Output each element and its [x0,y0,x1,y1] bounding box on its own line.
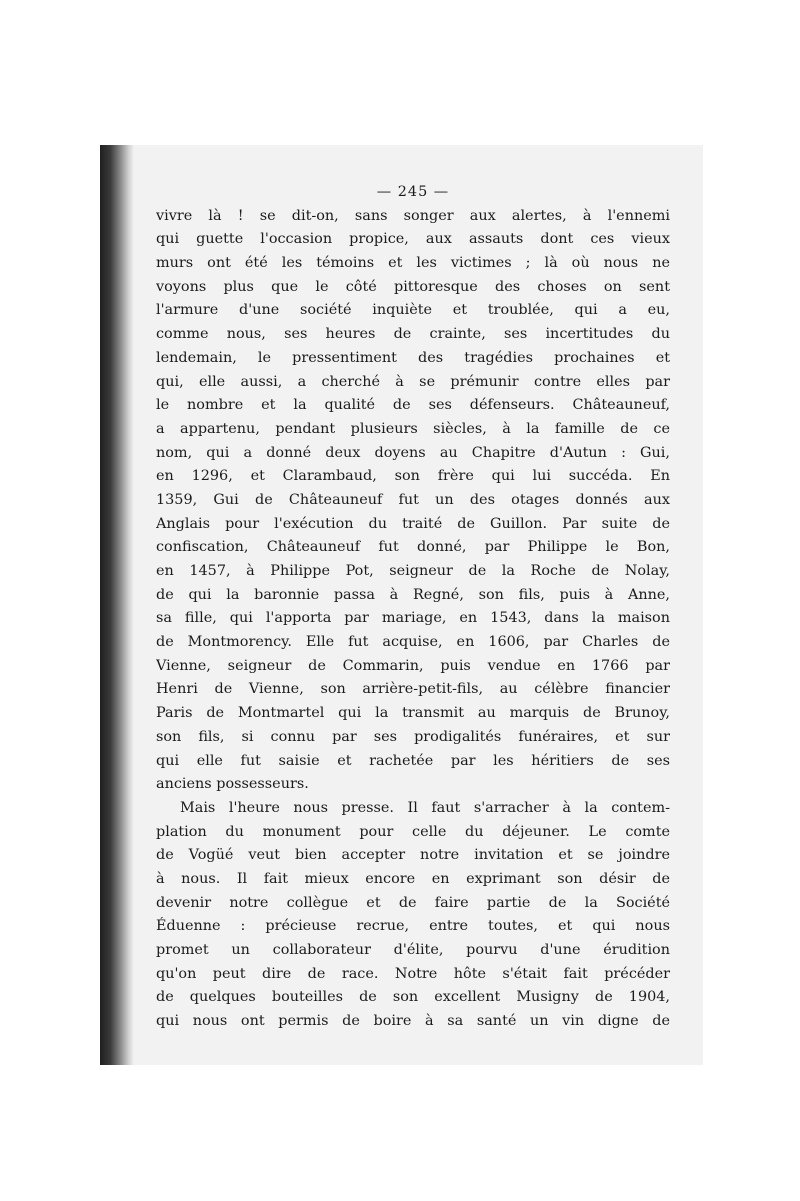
text-line: nom, qui a donné deux doyens au Chapitre d'Autun : Gui, [156,444,670,461]
text-line: 1359, Gui de Châteauneuf fut un des otages donnés aux [156,491,670,508]
text-line: Anglais pour l'exécution du traité de Guillon. Par suite de [156,515,670,532]
text-line: de quelques bouteilles de son excellent Musigny de 1904, [156,989,670,1006]
text-line: Henri de Vienne, son arrière-petit-fils, au célèbre financier [156,681,670,698]
text-line: qu'on peut dire de race. Notre hôte s'était fait précéder [156,965,670,982]
text-line: de qui la baronnie passa à Regné, son fils, puis à Anne, [156,586,670,603]
text-line: anciens possesseurs. [156,776,309,793]
text-line: Paris de Montmartel qui la transmit au marquis de Brunoy, [156,705,670,722]
text-line: comme nous, ses heures de crainte, ses incertitudes du [156,326,670,343]
scanned-page [100,145,703,1065]
text-line: de Montmorency. Elle fut acquise, en 1606, par Charles de [156,634,670,651]
text-line: devenir notre collègue et de faire partie de la Société [156,894,670,911]
paragraph-1 [156,205,670,797]
text-line: plation du monument pour celle du déjeuner. Le comte [156,823,670,840]
text-line: qui elle fut saisie et rachetée par les héritiers de ses [156,752,670,769]
text-line: qui guette l'occasion propice, aux assauts dont ces vieux [156,231,670,248]
text-line: à nous. Il fait mieux encore en exprimant son désir de [156,870,670,887]
text-line: confiscation, Châteauneuf fut donné, par Philippe le Bon, [156,539,670,556]
text-line: en 1296, et Clarambaud, son frère qui lui succéda. En [156,468,670,485]
binding-shadow [100,145,134,1065]
text-line: Éduenne : précieuse recrue, entre toutes, et qui nous [156,918,670,935]
text-line: Mais l'heure nous presse. Il faut s'arracher à la contem- [180,799,670,816]
page-number: — 245 — [376,184,450,200]
text-line: qui, elle aussi, a cherché à se prémunir contre elles par [156,373,670,390]
text-line: qui nous ont permis de boire à sa santé un vin digne de [156,1013,670,1030]
text-line: en 1457, à Philippe Pot, seigneur de la Roche de Nolay, [156,563,670,579]
text-line: lendemain, le pressentiment des tragédies prochaines et [156,349,670,366]
text-line: a appartenu, pendant plusieurs siècles, à la famille de ce [156,420,670,437]
text-line: promet un collaborateur d'élite, pourvu d'une érudition [156,942,670,958]
text-line: vivre là ! se dit-on, sans songer aux alertes, à l'ennemi [156,207,670,224]
text-line: murs ont été les témoins et les victimes ; là où nous ne [156,255,670,272]
text-line: l'armure d'une société inquiète et troublée, qui a eu, [156,302,670,319]
paragraph-2 [156,797,670,1034]
text-line: le nombre et la qualité de ses défenseurs. Châteauneuf, [156,397,670,414]
text-line: voyons plus que le côté pittoresque des choses on sent [156,278,670,295]
text-block [156,181,670,1034]
text-line: Vienne, seigneur de Commarin, puis vendue en 1766 par [156,657,670,674]
text-line: de Vogüé veut bien accepter notre invitation et se joindre [156,847,670,864]
text-line: sa fille, qui l'apporta par mariage, en 1543, dans la maison [156,610,670,627]
text-line: son fils, si connu par ses prodigalités funéraires, et sur [156,728,670,745]
